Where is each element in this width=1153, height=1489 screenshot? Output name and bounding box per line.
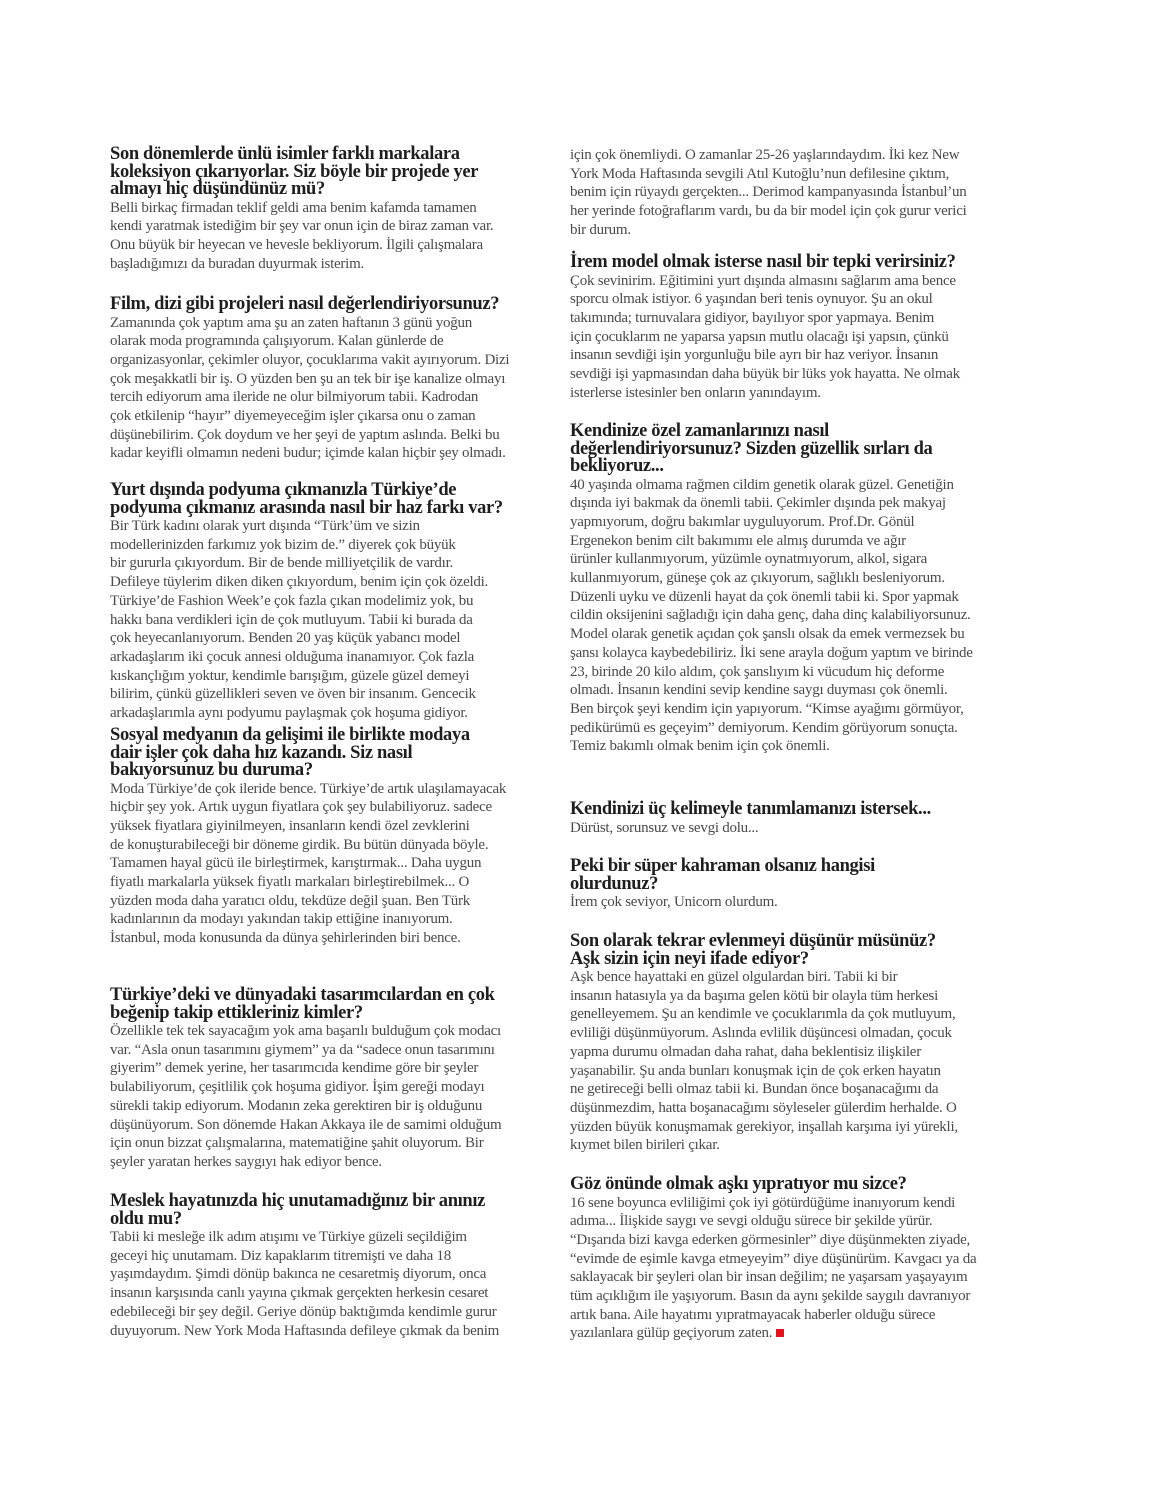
answer-text-line	[570, 1043, 958, 1062]
answer-text-line	[110, 892, 506, 911]
question-heading-line: Son dönemlerde ünlü isimler farklı markalara	[110, 144, 460, 164]
answer-text: Moda Türkiye’de çok ileride bence. Türkiye’de artık ulaşılamayacak	[110, 780, 507, 797]
answer-text-line	[570, 893, 875, 912]
question-heading-line: oldu mu?	[110, 1208, 182, 1229]
answer-text: organizasyonlar, çekimler oluyor, çocuklarıma vakit ayırıyorum. Dizi	[110, 351, 510, 368]
answer-text-line	[110, 314, 509, 333]
answer-text-line	[570, 1250, 976, 1269]
answer-text-line	[570, 700, 973, 719]
answer-text: Tamamen hayal gücü ile birleştirmek, karıştırmak... Daha uygun	[110, 855, 482, 872]
question-heading-line: Kendinizi üç kelimeyle tanımlamanızı istersek...	[570, 799, 931, 819]
answer-text-line	[110, 444, 509, 463]
answer-text-line	[110, 592, 503, 611]
answer-text: “Dışarıda bizi kavga ederken görmesinler” diye düşünmekten ziyade,	[570, 1231, 971, 1248]
answer-text-line	[570, 1306, 976, 1325]
answer-text: edebileceği bir şey değil. Geriye dönüp baktığımda kendimle gurur	[110, 1303, 497, 1320]
question-heading-line: Kendinize özel zamanlarınızı nasıl	[570, 421, 829, 441]
answer-text: yapmıyorum, doğru bakımlar uyguluyorum. Prof.Dr. Gönül	[570, 513, 915, 530]
answer-text-line	[110, 1153, 501, 1172]
answer-text-line	[110, 611, 503, 630]
answer-text: bir durum.	[570, 221, 631, 238]
answer-text: de konuşturabileceği bir döneme girdik. Bu bütün dünyada böyle.	[110, 836, 489, 853]
answer-text-line	[110, 817, 506, 836]
answer-text-line	[110, 517, 503, 536]
answer-text-line	[570, 625, 973, 644]
answer-text: olmadı. İnsanın kendini sevip kendine saygı duyması çok önemli.	[570, 682, 948, 699]
answer-text-line	[570, 606, 973, 625]
answer-text-line	[110, 873, 506, 892]
answer-text-line	[110, 388, 509, 407]
answer-text-line	[570, 1024, 958, 1043]
answer-text: Model olarak genetik açıdan çok şanslı olsak da emek vermezsek bu	[570, 626, 965, 643]
answer-text-line	[570, 328, 960, 347]
answer-text: çok meşakkatli bir iş. O yüzden ben şu an tek bir işe kanalize olmayı	[110, 370, 506, 387]
answer-text: sporcu olmak istiyor. 6 yaşından beri tenis oynuyor. Şu an okul	[570, 291, 933, 308]
answer-text: hiçbir şey yok. Artık uygun fiyatlara çok şey bulabiliyoruz. sadece	[110, 799, 492, 816]
answer-text: yaşanabilir. Şu anda bunları konuşmak için de çok erken hayatın	[570, 1062, 941, 1079]
answer-text: kıskançlığım yoktur, kendimle barışığım, güzele güzel demeyi	[110, 667, 470, 684]
answer-text: var. “Asla onun tasarımını giymem” ya da “sadece onun tasarımını	[110, 1041, 495, 1058]
answer-text-line	[110, 1059, 501, 1078]
interview-section	[570, 1176, 976, 1343]
answer-text-line	[570, 1005, 958, 1024]
answer-text: Türkiye’de Fashion Week’e çok fazla çıkan modelimiz yok, bu	[110, 592, 474, 609]
answer-text: isterlerse istesinler ben onların yanındayım.	[570, 384, 821, 401]
answer-text-line	[110, 1022, 501, 1041]
answer-text: artık bana. Aile hayatımı yıpratmayacak haberler olduğu sürece	[570, 1306, 936, 1323]
question-heading-line: koleksiyon çıkarıyorlar. Siz böyle bir projede yer	[110, 161, 479, 182]
interview-section	[110, 987, 501, 1172]
question-heading-line: podyuma çıkmanız arasında nasıl bir haz farkı var?	[110, 497, 503, 518]
answer-text-line	[570, 550, 973, 569]
answer-text-line	[570, 365, 960, 384]
answer-text: Dürüst, sorunsuz ve sevgi dolu...	[570, 819, 759, 836]
answer-text: 40 yaşında olmama rağmen cildim genetik olarak güzel. Genetiğin	[570, 476, 954, 493]
question-heading-line: İrem model olmak isterse nasıl bir tepki verirsiniz?	[570, 252, 956, 272]
answer-text: kadınlarının da modayı yakından takip ettiğine inanıyorum.	[110, 911, 453, 928]
answer-text-line	[570, 202, 967, 221]
answer-text-line	[110, 780, 506, 799]
answer-text-line	[570, 221, 967, 240]
answer-text-line	[110, 1322, 499, 1341]
answer-text: pedikürümü es geçeyim” demiyorum. Kendim görüyorum sonuçta.	[570, 719, 958, 736]
answer-text: Ergenekon benim cilt bakımımı ele almış durumda ve ağır	[570, 532, 906, 549]
answer-text: takımında; turnuvalara gidiyor, bayılıyor spor yapmaya. Benim	[570, 309, 935, 326]
question-heading-line: olurdunuz?	[570, 873, 659, 894]
answer-text: duyuyorum. New York Moda Haftasında defileye çıkmak da benim	[110, 1322, 500, 1339]
answer-text: saklayacak bir şeyleri olan bir insan değilim; ne yaşarsam yaşayayım	[570, 1269, 968, 1286]
answer-text: yaşımdaydım. Şimdi dönüp bakınca ne cesaretmiş diyorum, onca	[110, 1266, 487, 1283]
answer-text: 16 sene boyunca evliliğimi çok iyi götürdüğüme inanıyorum kendi	[570, 1194, 956, 1211]
answer-text-line	[110, 629, 503, 648]
question-heading-line: Film, dizi gibi projeleri nasıl değerlendiriyorsunuz?	[110, 294, 500, 314]
answer-text-line	[570, 644, 973, 663]
answer-text: hakkı bana verdikleri için de çok mutluyum. Tabii ki burada da	[110, 611, 473, 628]
answer-text: Zamanında çok yaptım ama şu an zaten haftanın 3 günü yoğun	[110, 314, 473, 331]
answer-text: cildin oksijenini sağladığı için daha genç, daha dinç kalabiliyorsunuz.	[570, 607, 971, 624]
answer-text-line	[110, 1284, 499, 1303]
answer-text: Bir Türk kadını olarak yurt dışında “Türk’üm ve sizin	[110, 518, 420, 534]
answer-text: Tabii ki mesleğe ilk adım atışımı ve Türkiye güzeli seçildiğim	[110, 1229, 467, 1245]
question-heading-line: beğenip takip ettikleriniz kimler?	[110, 1002, 363, 1023]
answer-text: her yerinde fotoğraflarım vardı, bu da bir model için çok gurur verici	[570, 203, 967, 220]
answer-text: Ben birçok şeyi kendim için yapıyorum. “Kimse ayağımı görmüyor,	[570, 700, 964, 717]
answer-text: yüzden büyük konuşmamak gerekiyor, inşallah karşıma iyi yürekli,	[570, 1118, 958, 1135]
answer-text: modellerinizden farkımız yok bizim de.” diyerek çok büyük	[110, 536, 456, 553]
answer-text: adıma... İlişkide saygı ve sevgi olduğu sürece bir şekilde yürür.	[570, 1213, 933, 1230]
answer-text-line	[110, 854, 506, 873]
answer-text: geceyi hiç unutamam. Diz kapaklarım titremişti ve daha 18	[110, 1247, 452, 1264]
answer-text-line	[570, 968, 958, 987]
answer-text: olarak moda programında çalışıyorum. Kalan günlerde de	[110, 333, 444, 350]
answer-text: bir gururla çıkıyordum. Bir de bende milliyetçilik de vardır.	[110, 555, 453, 572]
question-heading-line: almayı hiç düşündünüz mü?	[110, 179, 325, 199]
answer-text: 23, birinde 20 kilo aldım, çok şanslıyım ki vücudum hiç deforme	[570, 663, 945, 680]
answer-text-line	[570, 290, 960, 309]
answer-text: tercih ediyorum ama ileride ne olur bilmiyorum tabii. Kadrodan	[110, 389, 479, 406]
answer-text-line	[110, 536, 503, 555]
answer-text: Özellikle tek tek sayacağım yok ama başarılı bulduğum çok modacı	[110, 1023, 501, 1039]
question-heading-line: bekliyoruz...	[570, 456, 664, 476]
answer-text-line	[110, 1041, 501, 1060]
interview-section	[110, 296, 509, 463]
answer-text-line	[110, 332, 509, 351]
answer-text-line	[110, 1078, 501, 1097]
answer-text-line	[110, 554, 503, 573]
interview-section	[110, 482, 503, 723]
question-heading-line: dair işler çok daha hız kazandı. Siz nasıl	[110, 742, 413, 763]
answer-text-line	[570, 1212, 976, 1231]
answer-text: bulabiliyorum, çeşitlilik çok hoşuma gidiyor. İşim gereği modayı	[110, 1079, 485, 1096]
answer-text-line	[110, 648, 503, 667]
answer-text: kendi yaratmak istediğim bir şey var onun için de biraz zaman var.	[110, 218, 494, 235]
answer-text-line	[570, 1194, 976, 1213]
interview-section	[570, 423, 973, 756]
answer-text: Çok sevinirim. Eğitimini yurt dışında almasını sağlarım ama bence	[570, 272, 956, 289]
answer-text-line	[570, 1136, 958, 1155]
answer-text: fiyatlı markalarla yüksek fiyatlı markaları birleştirebilmek... O	[110, 874, 470, 891]
answer-text-line	[570, 309, 960, 328]
answer-text: evliliği düşünmüyorum. Aslında evlilik düşüncesi olmadan, çocuk	[570, 1025, 952, 1042]
answer-text: insanın sevdiği işin yorgunluğu bile ayrı bir haz veriyor. İnsanın	[570, 347, 939, 364]
answer-text-line	[570, 569, 973, 588]
answer-text: Onu büyük bir heyecan ve hevesle bekliyorum. İlgili çalışmalara	[110, 236, 483, 253]
interview-section	[570, 254, 960, 402]
answer-text: Düzenli uyku ve düzenli hayat da çok önemli tabii ki. Spor yapmak	[570, 588, 959, 605]
answer-text-line	[570, 1324, 976, 1343]
end-of-article-square-icon	[776, 1329, 784, 1337]
answer-text-line	[570, 719, 973, 738]
answer-text-line	[570, 1080, 958, 1099]
answer-text: düşünüyorum. Son dönemde Hakan Akkaya ile de samimi olduğum	[110, 1116, 502, 1133]
interview-section	[570, 933, 958, 1155]
answer-text: dışında iyi bakmak da önemli tabii. Çekimler dışında pek makyaj	[570, 495, 946, 512]
answer-text: çok etkilenip “hayır” diyemeyeceğim işler çıkarsa onu o zaman	[110, 408, 476, 425]
question-heading-line: Meslek hayatınızda hiç unutamadığınız bir anınız	[110, 1191, 486, 1211]
answer-text-line	[110, 236, 493, 255]
answer-text-line	[110, 217, 493, 236]
answer-text: başladığımızı da buradan duyurmak isterim.	[110, 255, 365, 272]
question-heading-line: Son olarak tekrar evlenmeyi düşünür müsünüz?	[570, 931, 936, 951]
answer-text: şansı kolayca kaybedebiliriz. İki sene arayla doğum yaptım ve birinde	[570, 644, 973, 661]
answer-text-line	[110, 351, 509, 370]
answer-text-line	[570, 532, 973, 551]
answer-text: Defileye tüylerim diken diken çıkıyordum, benim için çok özeldi.	[110, 574, 489, 591]
answer-text: çok heyecanlanıyorum. Benden 20 yaş küçük yabancı model	[110, 630, 461, 647]
question-heading-line: değerlendiriyorsunuz? Sizden güzellik sırları da	[570, 438, 933, 459]
answer-text: için onun bizzat çalışmalarına, matematiğine şahit oluyorum. Bir	[110, 1135, 484, 1152]
answer-text-line	[570, 819, 931, 838]
answer-text: arkadaşlarımla aynı podyumu paylaşmak çok hoşuma gidiyor.	[110, 705, 468, 722]
answer-text: yüksek fiyatlara giyinilmeyen, insanların kendi özel zevklerini	[110, 817, 470, 834]
question-heading-line: Aşk sizin için neyi ifade ediyor?	[570, 948, 809, 969]
answer-text: kıymet bilen birileri çıkar.	[570, 1137, 720, 1154]
answer-text-line	[570, 384, 960, 403]
answer-text: şeyler yaratan herkes saygıyı hak ediyor bence.	[110, 1153, 382, 1170]
answer-text-line	[570, 1231, 976, 1250]
answer-text: kadar keyifli olmamın nedeni budur; içimde kalan hiçbir şey olmadı.	[110, 445, 506, 462]
answer-text: “evimde de eşimle kavga etmeyeyim” diye düşünürüm. Kavgacı ya da	[570, 1250, 977, 1267]
answer-text-line	[110, 1303, 499, 1322]
answer-text: yapma durumu olmadan daha rahat, daha beklentisiz ilişkiler	[570, 1043, 921, 1060]
answer-text-line	[570, 346, 960, 365]
answer-text: Belli birkaç firmadan teklif geldi ama benim kafamda tamamen	[110, 199, 477, 216]
answer-text: tüm açıklığım ile yaşıyorum. Basın da aynı şekilde saygılı davranıyor	[570, 1288, 971, 1305]
interview-section	[110, 1193, 499, 1340]
answer-text: benim için rüyaydı gerçekten... Derimod kampanyasında İstanbul’un	[570, 184, 967, 201]
question-heading-line: Türkiye’deki ve dünyadaki tasarımcılardan en çok	[110, 985, 495, 1005]
answer-text-line	[110, 573, 503, 592]
answer-text-line	[570, 588, 973, 607]
answer-text: York Moda Haftasında sevgili Atıl Kutoğlu’nun defilesine çıktım,	[570, 165, 950, 182]
answer-text-line	[110, 704, 503, 723]
answer-text-line	[570, 737, 973, 756]
answer-text-line	[110, 370, 509, 389]
question-heading-line: Peki bir süper kahraman olsanız hangisi	[570, 856, 875, 876]
answer-text-line	[570, 476, 973, 495]
answer-text: insanın karşısında canlı yayına çıkmak gerçekten herkesin cesaret	[110, 1285, 489, 1302]
question-heading-line: Göz önünde olmak aşkı yıpratıyor mu sizce?	[570, 1174, 907, 1194]
answer-text-line	[110, 255, 493, 274]
answer-text-line	[110, 199, 493, 218]
answer-text-line	[110, 1265, 499, 1284]
interview-section	[570, 801, 931, 837]
answer-text-line	[570, 987, 958, 1006]
answer-text: sürekli takip ediyorum. Modanın zeka gerektiren bir iş olduğunu	[110, 1097, 483, 1114]
answer-text-line	[110, 407, 509, 426]
interview-section	[110, 146, 493, 273]
answer-text-line	[110, 667, 503, 686]
answer-text-line	[110, 1134, 501, 1153]
answer-text: yazılanlara gülüp geçiyorum zaten.	[570, 1325, 773, 1342]
question-heading-line: Yurt dışında podyuma çıkmanızla Türkiye’de	[110, 480, 457, 500]
answer-text: İstanbul, moda konusunda da dünya şehirlerinden biri bence.	[110, 930, 461, 947]
answer-text-line	[570, 1268, 976, 1287]
answer-text-line	[110, 685, 503, 704]
answer-text-line	[110, 1228, 499, 1247]
answer-text-line	[110, 1097, 501, 1116]
answer-text: insanın hatasıyla ya da başıma gelen kötü bir olayla tüm herkesi	[570, 987, 939, 1004]
answer-text-line	[570, 146, 967, 165]
answer-text: düşünmezdim, hatta boşanacağımı söyleseler gülerdim herhalde. O	[570, 1099, 957, 1116]
answer-text-line	[570, 1118, 958, 1137]
interview-section	[570, 146, 967, 240]
answer-text-line	[110, 910, 506, 929]
interview-section	[110, 727, 506, 948]
answer-text: arkadaşlarım iki çocuk annesi olduğuma inanamıyor. Çok fazla	[110, 648, 475, 665]
answer-text: sevdiği işi yapmasından daha büyük bir lüks yok hayatta. Ne olmak	[570, 366, 960, 383]
answer-text-line	[570, 1287, 976, 1306]
answer-text: İrem çok seviyor, Unicorn olurdum.	[570, 894, 778, 910]
answer-text-line	[110, 1116, 501, 1135]
answer-text: genelleyemem. Şu an kendimle ve çocuklarımla da çok mutluyum,	[570, 1006, 956, 1023]
answer-text: ne getireceği belli olmaz tabii ki. Bundan önce boşanacağımı da	[570, 1081, 939, 1098]
answer-text-line	[110, 1247, 499, 1266]
answer-text: ürünler kullanmıyorum, yüzümle oynatmıyorum, alkol, sigara	[570, 551, 928, 568]
answer-text: giyerim” demek yerine, her tasarımcıda kendime göre bir şeyler	[110, 1060, 479, 1077]
answer-text-line	[570, 183, 967, 202]
question-heading-line: bakıyorsunuz bu duruma?	[110, 760, 313, 780]
answer-text: için çocuklarım ne yaparsa yapsın mutlu olacağı işi yapsın, çünkü	[570, 328, 949, 345]
answer-text-line	[110, 929, 506, 948]
answer-text-line	[570, 513, 973, 532]
answer-text-line	[570, 663, 973, 682]
answer-text: düşünebilirim. Çok doydum ve her şeyi de yaptım aslında. Belki bu	[110, 426, 500, 443]
interview-section	[570, 858, 875, 912]
answer-text-line	[570, 272, 960, 291]
answer-text-line	[110, 426, 509, 445]
answer-text: kullanmıyorum, güneşe çok az çıkıyorum, sağlıklı besleniyorum.	[570, 570, 945, 587]
answer-text-line	[570, 494, 973, 513]
answer-text-line	[110, 836, 506, 855]
answer-text-line	[570, 165, 967, 184]
answer-text-line	[570, 1062, 958, 1081]
answer-text-line	[570, 681, 973, 700]
answer-text: için çok önemliydi. O zamanlar 25-26 yaşlarındaydım. İki kez New	[570, 147, 960, 163]
answer-text: yüzden moda daha yaratıcı oldu, tekdüze değil şuan. Ben Türk	[110, 892, 471, 909]
answer-text: Temiz bakımlı olmak benim için çok önemli.	[570, 738, 830, 755]
answer-text: bilirim, çünkü güzellikleri seven ve öven bir insanım. Gencecik	[110, 686, 476, 703]
answer-text: Aşk bence hayattaki en güzel olgulardan biri. Tabii ki bir	[570, 969, 898, 985]
answer-text-line	[570, 1099, 958, 1118]
answer-text-line	[110, 798, 506, 817]
question-heading-line: Sosyal medyanın da gelişimi ile birlikte modaya	[110, 725, 470, 745]
